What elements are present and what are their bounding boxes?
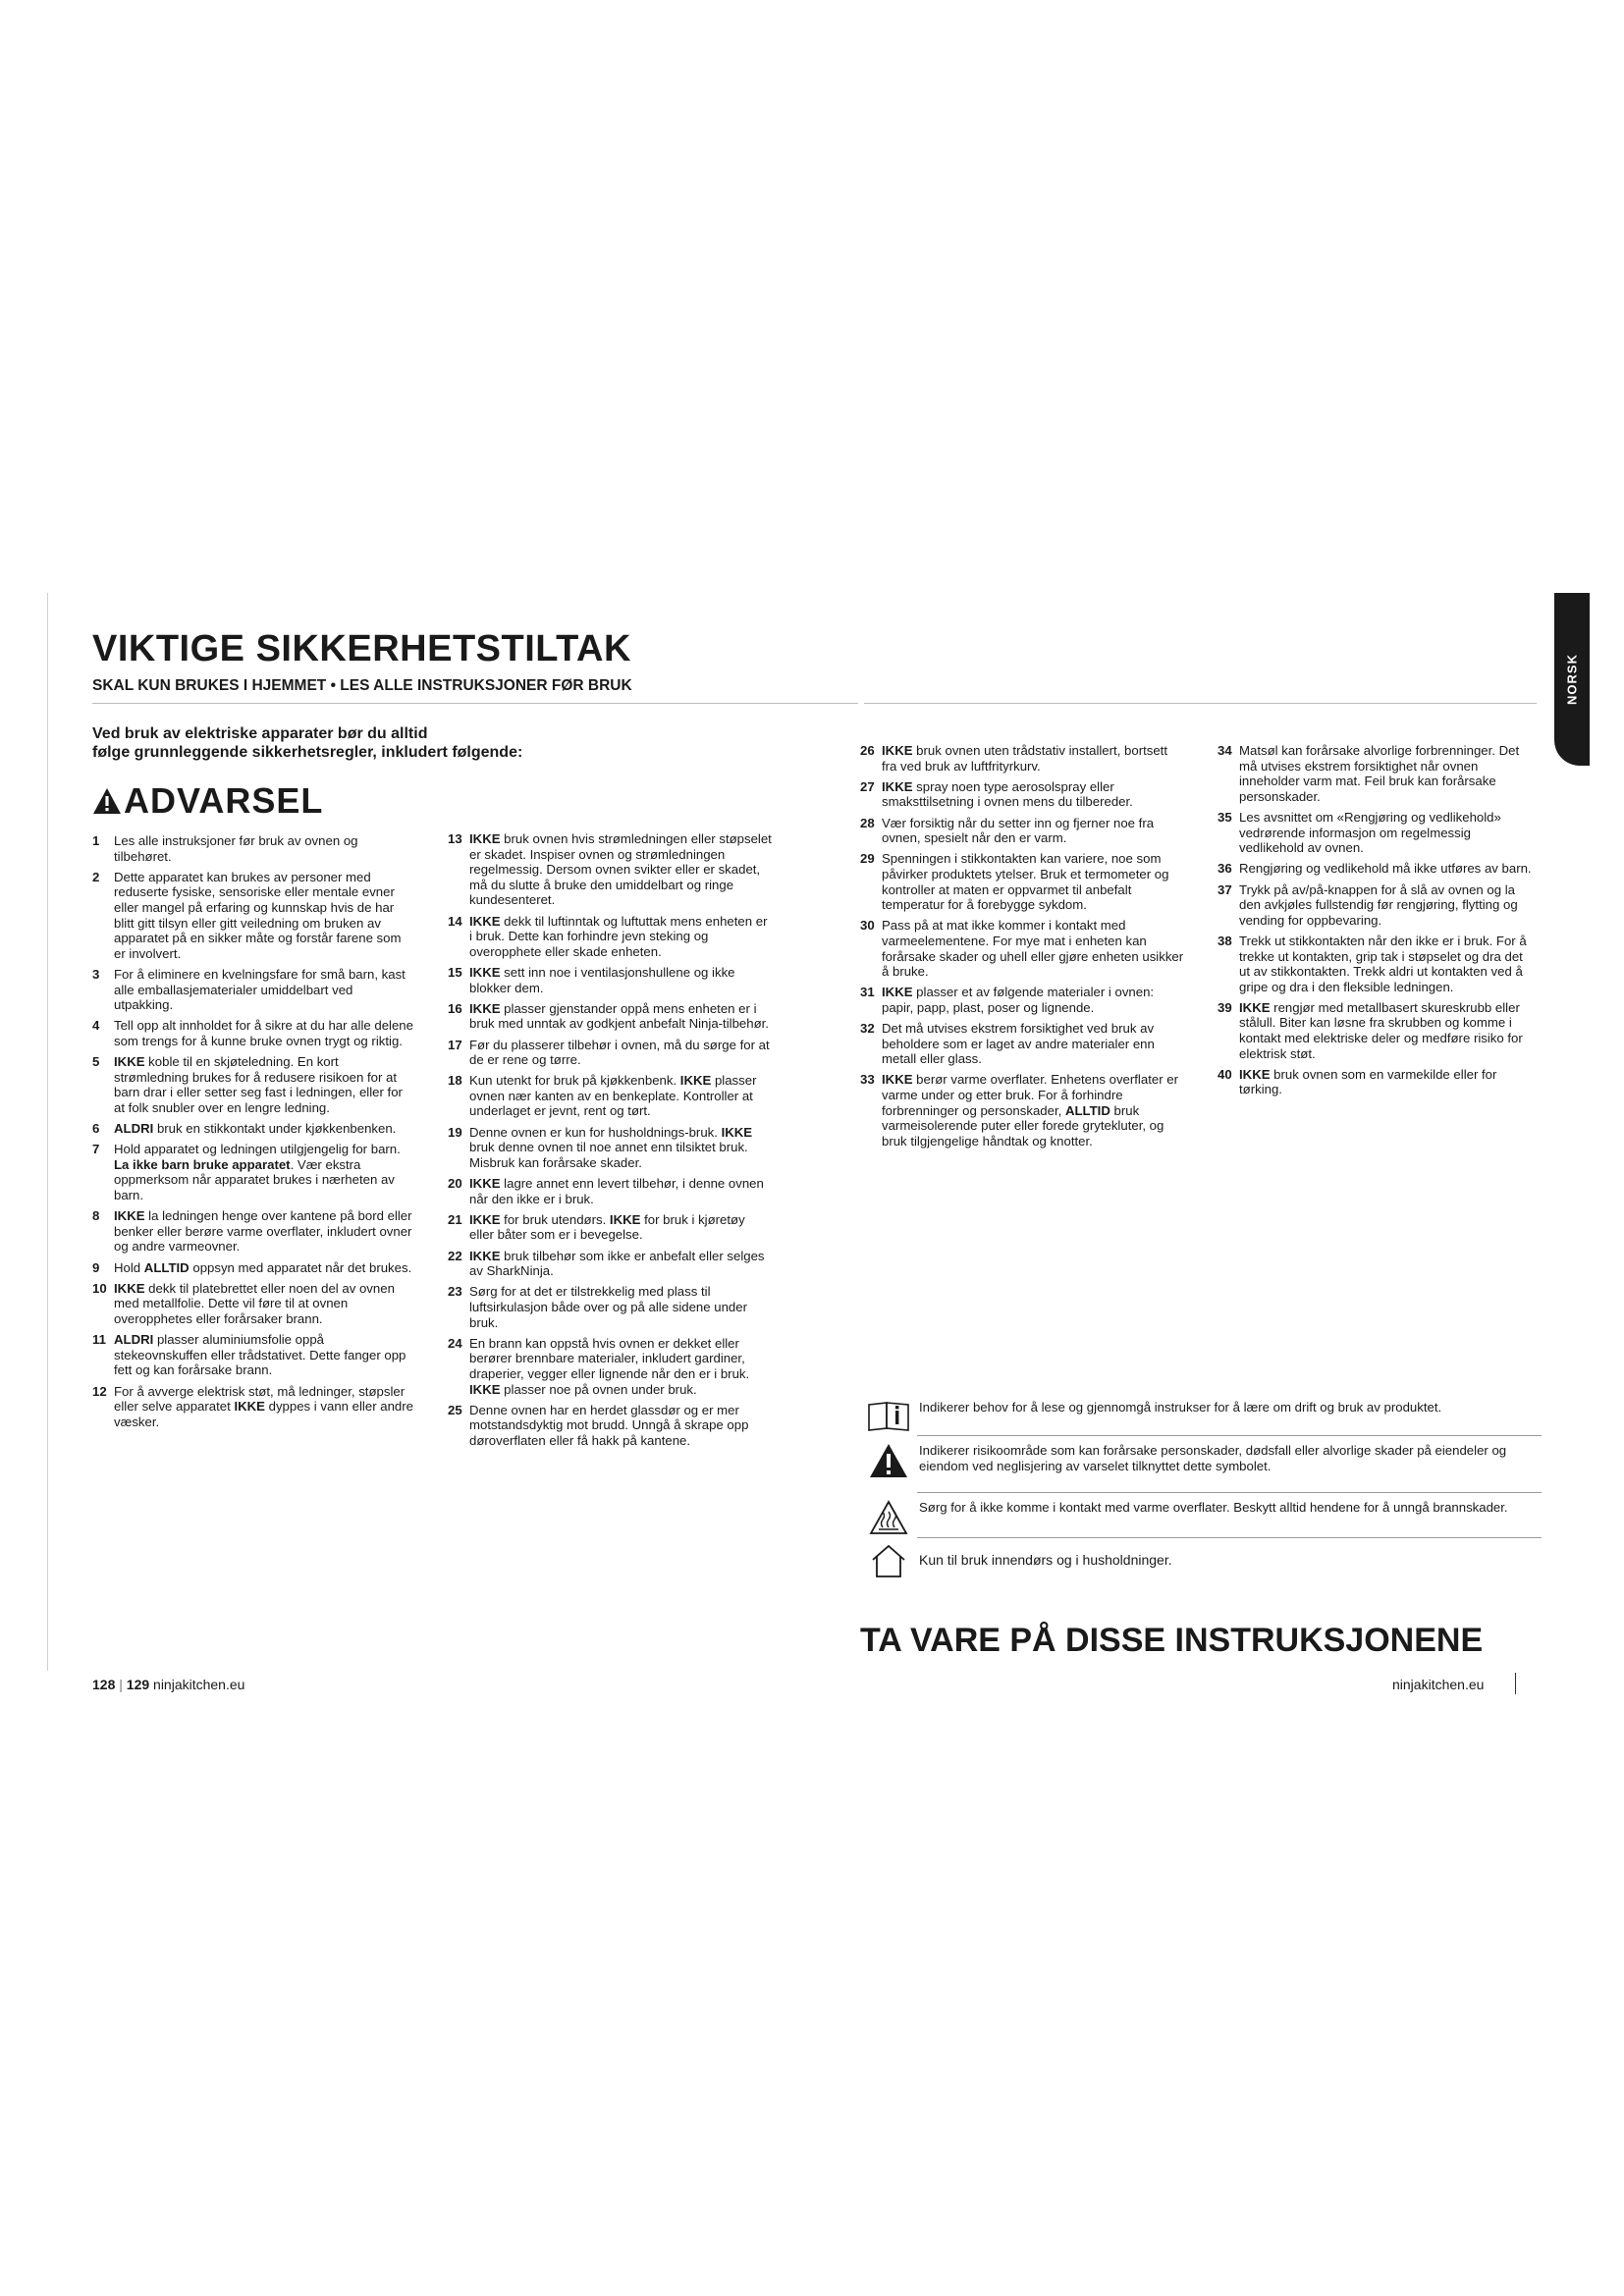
safety-item-body: plasser gjenstander oppå mens enheten er i bruk med unntak av godkjent anbefalt Ninja-tilbehør. <box>469 1000 769 1032</box>
safety-item-text <box>114 967 414 1013</box>
language-tab <box>1554 593 1590 766</box>
safety-item-text <box>469 1212 772 1243</box>
page-number-right: 129 <box>126 1677 150 1692</box>
safety-item-body: For å eliminere en kvelningsfare for små barn, kast alle emballasjematerialer umiddelbart ved utpakking. <box>114 966 406 1013</box>
safety-item-body: For å avverge elektrisk støt, må ledninger, støpsler eller selve apparatet <box>114 1383 406 1415</box>
safety-item-text <box>114 1208 414 1255</box>
safety-item-body: spray noen type aerosolspray eller smaksttilsetning i ovnen mens du tilbereder. <box>882 778 1133 810</box>
safety-item-emphasis: IKKE <box>679 1073 712 1089</box>
safety-item-text <box>114 833 414 864</box>
safety-item <box>1218 861 1537 877</box>
safety-item-body: plasser ovnen nær kanten av en benkeplate. Kontroller at underlaget er jevnt, rent og tørt. <box>469 1073 757 1119</box>
safety-item-body: Det må utvises ekstrem forsiktighet ved bruk av beholdere som er laget av andre materialer enn metall eller glass. <box>882 1021 1155 1067</box>
safety-item-text <box>469 1284 772 1330</box>
safety-item <box>448 831 772 908</box>
safety-item-body: Spenningen i stikkontakten kan variere, noe som påvirker produktets ytelser. Bruk et termometer og kontroller at maten er oppvarmet til anbefalt temperatur for å forebygge sykdom. <box>882 851 1169 913</box>
safety-item-number: 10 <box>92 1280 107 1296</box>
safety-item-emphasis: IKKE <box>609 1211 641 1227</box>
safety-item-text <box>114 1281 414 1327</box>
symbol-text-indoor-use: Kun til bruk innendørs og i husholdninger. <box>919 1552 1172 1568</box>
safety-item-number: 15 <box>448 964 462 980</box>
safety-item-emphasis: IKKE <box>469 1000 501 1016</box>
divider-right <box>864 703 1537 704</box>
safety-item-number: 23 <box>448 1284 462 1300</box>
safety-item-text <box>1239 1000 1537 1061</box>
safety-item-number: 32 <box>860 1021 875 1037</box>
safety-item <box>92 967 414 1013</box>
safety-item-number: 17 <box>448 1037 462 1052</box>
safety-item <box>860 985 1184 1015</box>
safety-item-text <box>882 1072 1184 1148</box>
safety-item-emphasis: IKKE <box>469 1176 501 1192</box>
safety-item-body: bruk denne ovnen til noe annet enn tilsiktet bruk. Misbruk kan forårsake skader. <box>469 1140 748 1170</box>
safety-item-body: Hold apparatet og ledningen utilgjengelig for barn. <box>114 1142 401 1157</box>
footer-url-right[interactable]: ninjakitchen.eu <box>1392 1677 1485 1692</box>
safety-item-text <box>114 870 414 962</box>
safety-item-body: oppsyn med apparatet når det brukes. <box>189 1259 412 1275</box>
column-1 <box>92 833 414 1435</box>
safety-item-number: 18 <box>448 1073 462 1089</box>
indoor-use-icon <box>869 1543 908 1578</box>
safety-item <box>448 1001 772 1032</box>
safety-item-number: 37 <box>1218 881 1232 897</box>
safety-item-body: Denne ovnen er kun for husholdnings-bruk. <box>469 1124 722 1140</box>
safety-item <box>92 1121 414 1137</box>
safety-item-text <box>469 1403 772 1449</box>
safety-item-text <box>1239 934 1537 994</box>
warning-heading-label: ADVARSEL <box>124 780 324 821</box>
safety-item-emphasis: IKKE <box>469 831 501 846</box>
read-manual-icon <box>867 1400 910 1431</box>
symbol-divider <box>917 1492 1542 1493</box>
safety-item-text <box>114 1260 414 1276</box>
symbol-divider <box>917 1435 1542 1436</box>
safety-item-body: sett inn noe i ventilasjonshullene og ikke blokker dem. <box>469 964 735 995</box>
safety-item-number: 26 <box>860 743 875 758</box>
safety-item-body: Dette apparatet kan brukes av personer med reduserte fysiske, sensoriske eller mentale evner eller mangel på erfaring og kunnskap hvis de har blitt gitt tilsyn eller gitt veiledning om bruken av apparatet på en sikker måte og forstår farene som er involvert. <box>114 869 402 961</box>
safety-item-body: for bruk utendørs. <box>500 1211 610 1227</box>
symbol-text-warning: Indikerer risikoområde som kan forårsake personskader, dødsfall eller alvorlige skader på eiendeler og eiendom ved neglisjering av varselet tilknyttet dette symbolet. <box>919 1443 1507 1473</box>
safety-item <box>448 1284 772 1330</box>
safety-item-body: bruk ovnen hvis strømledningen eller støpselet er skadet. Inspiser ovnen og strømledningen regelmessig. Dersom ovnen svikter eller er skadet, må du slutte å bruke den umiddelbart og ringe kundesenteret. <box>469 831 772 908</box>
safety-item <box>448 1336 772 1397</box>
safety-item-emphasis: IKKE <box>882 778 913 794</box>
safety-item-text <box>469 1249 772 1279</box>
safety-item-number: 9 <box>92 1259 100 1275</box>
safety-item-body: dyppes i vann eller andre væsker. <box>114 1399 413 1429</box>
footer-url-left[interactable]: ninjakitchen.eu <box>153 1677 245 1692</box>
column-2 <box>448 831 772 1454</box>
safety-item-emphasis: IKKE <box>721 1124 753 1140</box>
safety-item-emphasis: La ikke barn bruke apparatet <box>114 1156 291 1172</box>
safety-item-body: Før du plasserer tilbehør i ovnen, må du sørge for at de er rene og tørre. <box>469 1037 770 1068</box>
warning-triangle-icon <box>869 1443 908 1478</box>
safety-item-emphasis: IKKE <box>469 964 501 980</box>
safety-item-text <box>114 1121 414 1137</box>
safety-item-text <box>469 1125 772 1171</box>
safety-item-body: for bruk i kjøretøy eller båter som er i bevegelse. <box>469 1211 745 1243</box>
safety-item-text <box>114 1142 414 1202</box>
safety-item-text <box>469 914 772 960</box>
safety-item-number: 29 <box>860 851 875 867</box>
safety-item-body: dekk til platebrettet eller noen del av ovnen med metallfolie. Dette vil føre til at ovnen overopphetes eller forårsaker brann. <box>114 1280 395 1326</box>
safety-item-body: Les avsnittet om «Rengjøring og vedlikehold» vedrørende informasjon om regelmessig vedlikehold av ovnen. <box>1239 809 1501 856</box>
safety-item-number: 31 <box>860 985 875 1000</box>
safety-item-emphasis: IKKE <box>469 1211 501 1227</box>
safety-item-emphasis: IKKE <box>469 1248 501 1263</box>
safety-item <box>92 1281 414 1327</box>
safety-item-emphasis: IKKE <box>469 1381 501 1397</box>
safety-item <box>448 1125 772 1171</box>
safety-item-body: koble til en skjøteledning. En kort strømledning brukes for å redusere risikoen for at barn drar i eller setter seg fast i ledningen, eller for at folk snubler over en lengre ledning. <box>114 1054 403 1115</box>
warning-triangle-icon <box>92 787 122 815</box>
safety-item-number: 3 <box>92 966 100 982</box>
safety-item <box>92 833 414 864</box>
page-subtitle: SKAL KUN BRUKES I HJEMMET • LES ALLE INSTRUKSJONER FØR BRUK <box>92 677 632 694</box>
safety-item-number: 28 <box>860 815 875 830</box>
safety-item-body: bruk tilbehør som ikke er anbefalt eller selges av SharkNinja. <box>469 1248 765 1279</box>
safety-item-body: bruk ovnen som en varmekilde eller for tørking. <box>1239 1066 1497 1097</box>
safety-item <box>1218 1000 1537 1061</box>
safety-item-number: 22 <box>448 1248 462 1263</box>
safety-item-number: 11 <box>92 1332 106 1348</box>
intro-line-1: Ved bruk av elektriske apparater bør du alltid <box>92 725 428 742</box>
safety-item-number: 38 <box>1218 933 1232 948</box>
safety-item-body: plasser aluminiumsfolie oppå stekeovnskuffen eller trådstativet. Dette fanger opp fett og kan forårsake brann. <box>114 1332 406 1378</box>
safety-item-body: plasser noe på ovnen under bruk. <box>500 1381 697 1397</box>
safety-item-text <box>469 1073 772 1119</box>
safety-item-number: 14 <box>448 913 462 929</box>
safety-item-number: 19 <box>448 1124 462 1140</box>
safety-item-body: Kun utenkt for bruk på kjøkkenbenk. <box>469 1073 680 1089</box>
safety-item-text <box>1239 882 1537 929</box>
safety-item-number: 34 <box>1218 743 1232 758</box>
safety-item-body: Sørg for at det er tilstrekkelig med plass til luftsirkulasjon både over og på alle sidene under bruk. <box>469 1284 747 1330</box>
page-number-left: 128 <box>92 1677 116 1692</box>
safety-item-number: 8 <box>92 1208 100 1224</box>
safety-item-body: Trykk på av/på-knappen for å slå av ovnen og la den avkjøles fullstendig før rengjøring, flytting og vending for oppbevaring. <box>1239 881 1518 928</box>
safety-item-body: berør varme overflater. Enhetens overflater er varme under og etter bruk. For å forhindre forbrenninger og personskader, <box>882 1072 1178 1118</box>
safety-item <box>860 1021 1184 1067</box>
footer-left: 128 | 129 ninjakitchen.eu <box>92 1677 245 1692</box>
safety-item-text <box>114 1384 414 1430</box>
warning-heading <box>92 780 323 822</box>
safety-item-number: 24 <box>448 1335 462 1351</box>
safety-item-number: 1 <box>92 833 100 848</box>
safety-item-emphasis: ALLTID <box>1064 1102 1110 1118</box>
safety-item-body: Vær forsiktig når du setter inn og fjerner noe fra ovnen, spesielt når den er varm. <box>882 815 1155 846</box>
safety-item-body: Tell opp alt innholdet for å sikre at du har alle delene som trengs for å kunne bruke ovnen trygt og riktig. <box>114 1018 413 1048</box>
safety-item-number: 7 <box>92 1142 100 1157</box>
safety-item-text <box>469 1001 772 1032</box>
safety-item <box>92 1142 414 1202</box>
safety-item <box>92 1260 414 1276</box>
safety-item-text <box>882 918 1184 979</box>
safety-item <box>92 1208 414 1255</box>
safety-item-number: 33 <box>860 1072 875 1088</box>
safety-item-text <box>882 816 1184 846</box>
safety-item <box>448 1176 772 1206</box>
divider-left <box>92 703 858 704</box>
safety-item-body: dekk til luftinntak og luftuttak mens enheten er i bruk. Dette kan forhindre jevn steking og overopphete eller skade enheten. <box>469 913 768 959</box>
safety-item <box>860 851 1184 912</box>
safety-item <box>1218 810 1537 856</box>
safety-item-emphasis: IKKE <box>882 743 913 758</box>
safety-item <box>448 965 772 995</box>
safety-item-number: 12 <box>92 1383 107 1399</box>
safety-item <box>860 816 1184 846</box>
safety-item-text <box>882 743 1184 774</box>
symbol-row-hot-surface <box>864 1500 1542 1535</box>
safety-item <box>448 1073 772 1119</box>
safety-item-emphasis: IKKE <box>114 1280 145 1296</box>
safety-item-emphasis: ALLTID <box>143 1259 189 1275</box>
safety-item <box>860 779 1184 810</box>
safety-item-body: Les alle instruksjoner før bruk av ovnen og tilbehøret. <box>114 833 358 864</box>
safety-item-body: Trekk ut stikkontakten når den ikke er i bruk. For å trekke ut kontakten, grip tak i støpselet og dra det ut av stikkontakten. Trekk aldri ut kontakten ved å gripe og dra i den fleksible ledningen. <box>1239 933 1527 994</box>
safety-item <box>1218 1067 1537 1097</box>
safety-item-body: En brann kan oppstå hvis ovnen er dekket eller berører brennbare materialer, inkludert gardiner, draperier, vegger eller lignende når den er i bruk. <box>469 1335 750 1381</box>
safety-item-emphasis: IKKE <box>114 1054 145 1070</box>
safety-item-body: plasser et av følgende materialer i ovnen: papir, papp, plast, poser og lignende. <box>882 985 1155 1015</box>
safety-item-text <box>114 1332 414 1378</box>
safety-item <box>448 1403 772 1449</box>
safety-item <box>860 743 1184 774</box>
hot-surface-icon <box>869 1500 908 1535</box>
keep-instructions-heading: TA VARE PÅ DISSE INSTRUKSJONENE <box>860 1622 1484 1659</box>
safety-item-emphasis: ALDRI <box>114 1332 154 1348</box>
safety-item-number: 13 <box>448 831 462 846</box>
safety-item-text <box>469 1038 772 1068</box>
safety-item-text <box>1239 810 1537 856</box>
intro-line-2: følge grunnleggende sikkerhetsregler, inkludert følgende: <box>92 744 523 761</box>
safety-item-body: bruk ovnen uten trådstativ installert, bortsett fra ved bruk av luftfrityrkurv. <box>882 743 1168 774</box>
safety-item-number: 36 <box>1218 861 1232 877</box>
safety-item-number: 5 <box>92 1054 100 1070</box>
safety-item-body: Rengjøring og vedlikehold må ikke utføres av barn. <box>1239 861 1532 877</box>
safety-item-number: 35 <box>1218 809 1232 825</box>
safety-item <box>92 1018 414 1048</box>
safety-item-number: 27 <box>860 778 875 794</box>
symbol-text-hot-surface: Sørg for å ikke komme i kontakt med varme overflater. Beskytt alltid hendene for å unngå brannskader. <box>919 1500 1508 1515</box>
column-3 <box>860 743 1184 1154</box>
safety-item-number: 6 <box>92 1121 100 1137</box>
safety-item-text <box>469 1336 772 1397</box>
page-edge-line <box>47 593 48 1671</box>
safety-item-text <box>114 1018 414 1048</box>
safety-item <box>448 1038 772 1068</box>
safety-item-text <box>882 985 1184 1015</box>
safety-item-text <box>114 1054 414 1115</box>
safety-item-emphasis: IKKE <box>114 1208 145 1224</box>
safety-item-body: la ledningen henge over kantene på bord eller benker eller berøre varme overflater, inkludert ovner og andre varmeovner. <box>114 1208 412 1255</box>
safety-item-body: Denne ovnen har en herdet glassdør og er mer motstandsdyktig mot brudd. Unngå å skrape opp døroverflaten eller få hakk på kantene. <box>469 1402 749 1448</box>
symbol-row-indoor-use <box>864 1543 1542 1578</box>
safety-item-text <box>1239 861 1537 877</box>
safety-item-number: 20 <box>448 1176 462 1192</box>
symbol-row-read-manual <box>864 1400 1542 1431</box>
safety-item-text <box>882 779 1184 810</box>
safety-item <box>860 918 1184 979</box>
safety-item <box>92 1054 414 1115</box>
safety-item <box>1218 743 1537 804</box>
safety-item-body: bruk varmeisolerende puter eller forede grytekluter, og bruk tilgjengelige håndtak og knotter. <box>882 1102 1164 1148</box>
safety-item <box>92 870 414 962</box>
safety-item-number: 16 <box>448 1000 462 1016</box>
safety-item-number: 2 <box>92 869 100 884</box>
safety-item <box>1218 882 1537 929</box>
safety-item <box>92 1332 414 1378</box>
safety-item-text <box>469 1176 772 1206</box>
intro-text <box>92 724 642 762</box>
safety-item <box>448 1212 772 1243</box>
safety-item-number: 39 <box>1218 999 1232 1015</box>
safety-item-emphasis: IKKE <box>1239 999 1271 1015</box>
safety-item-emphasis: IKKE <box>882 1072 913 1088</box>
safety-item-number: 25 <box>448 1402 462 1417</box>
page-title: VIKTIGE SIKKERHETSTILTAK <box>92 628 631 669</box>
symbol-row-warning <box>864 1443 1542 1478</box>
safety-item-emphasis: IKKE <box>234 1399 265 1415</box>
safety-item-text <box>882 1021 1184 1067</box>
safety-item-text <box>469 965 772 995</box>
safety-item <box>448 1249 772 1279</box>
safety-item-body: Pass på at mat ikke kommer i kontakt med varmeelementene. For mye mat i enheten kan forårsake skader og uhell eller gjøre enheten usikker å bruke. <box>882 918 1184 980</box>
safety-item-emphasis: IKKE <box>469 913 501 929</box>
safety-item-text <box>469 831 772 908</box>
symbol-divider <box>917 1537 1542 1538</box>
safety-item-body: Matsøl kan forårsake alvorlige forbrenninger. Det må utvises ekstrem forsiktighet når ovnen inneholder varm mat. Feil bruk kan forårsake personskader. <box>1239 743 1520 804</box>
safety-item <box>92 1384 414 1430</box>
safety-item-emphasis: ALDRI <box>114 1121 154 1137</box>
safety-item-text <box>1239 1067 1537 1097</box>
safety-item-emphasis: IKKE <box>1239 1066 1271 1082</box>
footer-divider <box>1515 1673 1516 1694</box>
safety-item-text <box>1239 743 1537 804</box>
safety-item-emphasis: IKKE <box>882 985 913 1000</box>
safety-item-number: 21 <box>448 1211 462 1227</box>
safety-item-number: 30 <box>860 918 875 934</box>
column-4 <box>1218 743 1537 1103</box>
safety-item <box>448 914 772 960</box>
safety-item-body: . Vær ekstra oppmerksom når apparatet brukes i nærheten av barn. <box>114 1156 395 1203</box>
safety-item-body: bruk en stikkontakt under kjøkkenbenken. <box>153 1121 397 1137</box>
safety-item-body: Hold <box>114 1259 144 1275</box>
safety-item-number: 40 <box>1218 1066 1232 1082</box>
safety-item <box>860 1072 1184 1148</box>
language-tab-label: NORSK <box>1564 654 1580 705</box>
safety-item-body: rengjør med metallbasert skureskrubb eller stålull. Biter kan løsne fra skrubben og komme i kontakt med elektriske deler og medføre risiko for elektrisk støt. <box>1239 999 1523 1061</box>
safety-item-number: 4 <box>92 1018 100 1034</box>
symbol-text-read-manual: Indikerer behov for å lese og gjennomgå instrukser for å lære om drift og bruk av produktet. <box>919 1400 1442 1415</box>
safety-item-text <box>882 851 1184 912</box>
safety-item <box>1218 934 1537 994</box>
safety-item-body: lagre annet enn levert tilbehør, i denne ovnen når den ikke er i bruk. <box>469 1176 764 1206</box>
